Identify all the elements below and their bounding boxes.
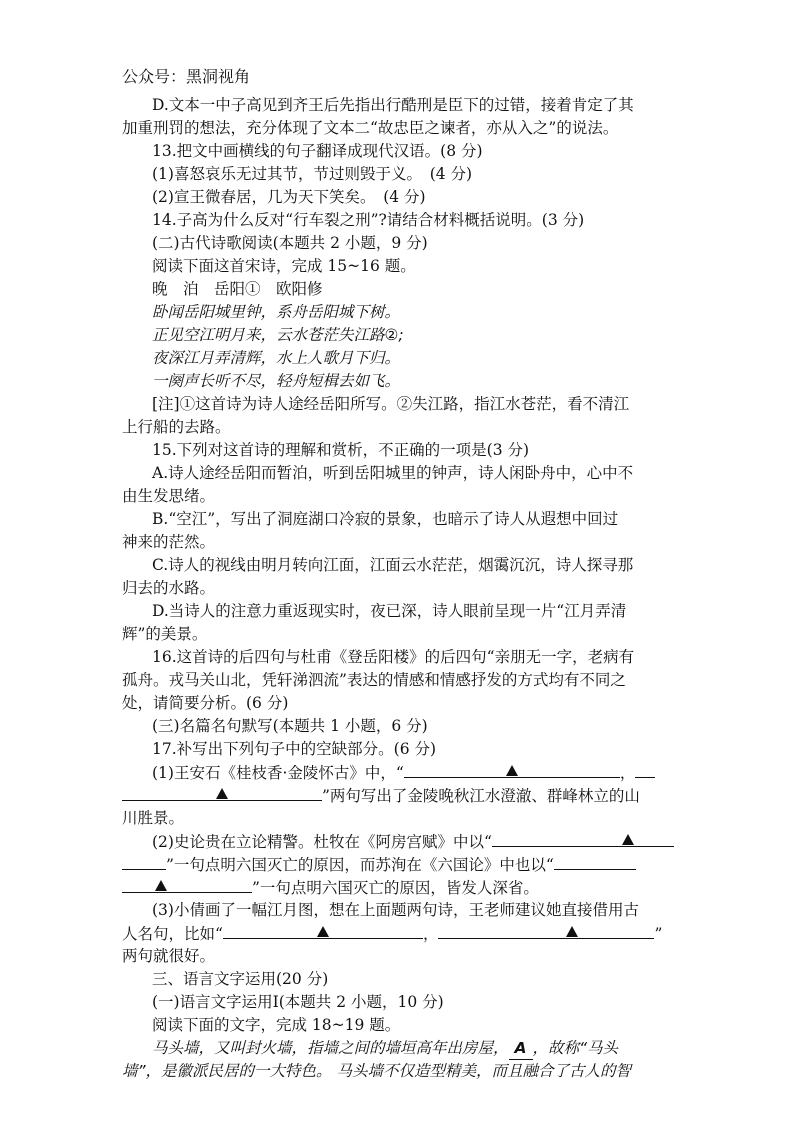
fill-3-text-d: ”	[654, 925, 663, 943]
answer-blank[interactable]	[404, 761, 620, 778]
option-b-line2: 神来的茫然。	[122, 533, 216, 551]
answer-blank[interactable]	[122, 784, 322, 801]
section-poetry-heading: (二)古代诗歌阅读(本题共 2 小题，9 分)	[152, 234, 428, 252]
fill-3-line3: 两句就很好。	[122, 947, 216, 965]
poem-note-line2: 上行船的去路。	[122, 418, 231, 436]
answer-blank[interactable]	[554, 853, 636, 870]
poem-line-4: 一阕声长听不尽，轻舟短楫去如飞。	[152, 372, 401, 390]
question-16-line1: 16.这首诗的后四句与杜甫《登岳阳楼》的后四句“亲朋无一字，老病有	[152, 648, 635, 666]
option-d15-line2: 辉”的美景。	[122, 625, 208, 643]
question-15: 15.下列对这首诗的理解和赏析，不正确的一项是(3 分)	[152, 441, 530, 459]
question-13: 13.把文中画横线的句子翻译成现代汉语。(8 分)	[152, 142, 483, 160]
fill-2-text-b: ”一句点明六国灭亡的原因，而苏洵在《六国论》中也以“	[166, 856, 554, 874]
poem-note-line1: [注]①这首诗为诗人途经岳阳所写。②失江路，指江水苍茫，看不清江	[152, 395, 630, 413]
fill-3-text-c: ，	[422, 925, 439, 943]
option-a-line2: 由生发思绪。	[122, 487, 216, 505]
option-c-line2: 归去的水路。	[122, 579, 216, 597]
fill-1-line1	[152, 761, 655, 784]
answer-blank[interactable]	[635, 761, 655, 778]
fill-2-text-c: ”一句点明六国灭亡的原因，皆发人深省。	[252, 879, 539, 897]
option-d15-line1: D.当诗人的注意力重返现实时，夜已深，诗人眼前呈现一片“江月弄清	[152, 602, 627, 620]
triangle-marker-icon	[155, 880, 167, 891]
fill-3-text-b: 人名句，比如“	[122, 925, 223, 943]
question-16-line2: 孤舟。戎马关山北，凭轩涕泗流”表达的情感和情感抒发的方式均有不同之	[122, 671, 626, 689]
passage-line2: 墙”，是徽派民居的一大特色。 马头墙不仅造型精美，而且融合了古人的智	[122, 1062, 631, 1080]
poem-line-1: 卧闻岳阳城里钟，系舟岳阳城下树。	[152, 303, 401, 321]
section-recitation-heading: (三)名篇名句默写(本题共 1 小题，6 分)	[152, 717, 428, 735]
question-13-part2: (2)宣王微春居，几为天下笑矣。 (4 分)	[152, 188, 426, 206]
question-14: 14.子高为什么反对“行车裂之刑”?请结合材料概括说明。(3 分)	[152, 211, 585, 229]
passage-text-b: ，故称“马头	[532, 1039, 619, 1057]
answer-blank[interactable]	[492, 830, 674, 847]
blank-a[interactable]: A	[509, 1037, 533, 1060]
question-13-part1: (1)喜怒哀乐无过其节，节过则毁于义。 (4 分)	[152, 165, 473, 183]
triangle-marker-icon	[622, 834, 634, 845]
question-17: 17.补写出下列句子中的空缺部分。(6 分)	[152, 740, 437, 758]
answer-blank[interactable]	[122, 853, 166, 870]
fill-2-line2	[122, 853, 636, 876]
poem-line-3: 夜深江月弄清辉，水上人歌月下归。	[152, 349, 401, 367]
passage-line1	[152, 1037, 618, 1060]
fill-2-line1	[152, 830, 674, 853]
option-b-line1: B.“空江”，写出了洞庭湖口冷寂的景象，也暗示了诗人从遐想中回过	[152, 510, 619, 528]
answer-blank[interactable]	[223, 922, 423, 939]
fill-2-text-a: (2)史论贵在立论精警。杜牧在《阿房宫赋》中以“	[152, 833, 492, 851]
fill-3-line2	[122, 922, 662, 945]
poem-title: 晚 泊 岳阳① 欧阳修	[152, 280, 323, 298]
fill-2-line3	[122, 876, 539, 899]
answer-blank[interactable]	[438, 922, 654, 939]
option-a-line1: A.诗人途经岳阳而暂泊，听到岳阳城里的钟声，诗人闲卧舟中，心中不	[152, 464, 634, 482]
fill-1-line3: 川胜景。	[122, 809, 185, 827]
triangle-marker-icon	[566, 926, 578, 937]
option-d-line2: 加重刑罚的想法，充分体现了文本二“故忠臣之谏者，亦从入之”的说法。	[122, 119, 619, 137]
watermark: 公众号：黑洞视角	[122, 67, 251, 86]
fill-1-text-c: ”两句写出了金陵晚秋江水澄澈、群峰林立的山	[322, 787, 640, 805]
triangle-marker-icon	[216, 788, 228, 799]
fill-1-line2	[122, 784, 640, 807]
fill-3-line1: (3)小倩画了一幅江月图，想在上面题两句诗，王老师建议她直接借用古	[152, 901, 639, 919]
section-3-heading: 三、语言文字运用(20 分)	[152, 970, 329, 988]
poem-line-2: 正见空江明月来，云水苍茫失江路②;	[152, 326, 404, 344]
option-c-line1: C.诗人的视线由明月转向江面，江面云水茫茫，烟霭沉沉，诗人探寻那	[152, 556, 634, 574]
answer-blank[interactable]	[122, 876, 252, 893]
fill-1-text-b: ，	[619, 764, 636, 782]
language-instruction: 阅读下面的文字，完成 18~19 题。	[152, 1016, 401, 1034]
section-language-heading: (一)语言文字运用Ⅰ(本题共 2 小题，10 分)	[152, 993, 444, 1011]
passage-text-a: 马头墙，又叫封火墙，指墙之间的墙垣高年出房屋，	[152, 1039, 509, 1057]
option-d-line1: D.文本一中子高见到齐王后先指出行酷刑是臣下的过错，接着肯定了其	[152, 96, 634, 114]
fill-1-text-a: (1)王安石《桂枝香·金陵怀古》中，“	[152, 764, 404, 782]
triangle-marker-icon	[317, 926, 329, 937]
triangle-marker-icon	[506, 765, 518, 776]
question-16-line3: 处，请简要分析。(6 分)	[122, 694, 289, 712]
poetry-instruction: 阅读下面这首宋诗，完成 15~16 题。	[152, 257, 416, 275]
